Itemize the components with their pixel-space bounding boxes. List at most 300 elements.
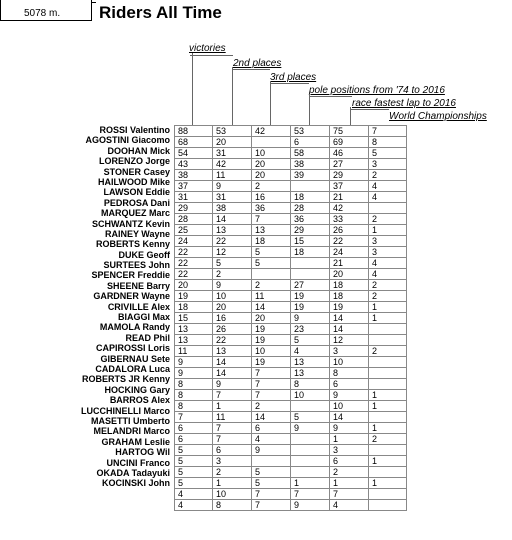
rider-name: UNCINI Franco — [106, 457, 170, 468]
stat-cell: 7 — [330, 489, 369, 500]
distance-label: 5078 m. — [24, 8, 61, 19]
stat-cell: 1 — [369, 401, 407, 412]
header-underline-3 — [270, 83, 309, 84]
stat-cell: 9 — [330, 423, 369, 434]
table-row — [175, 170, 407, 181]
table-row — [175, 181, 407, 192]
rider-name: PEDROSA Dani — [103, 197, 170, 208]
rider-name: MELANDRI Marco — [93, 426, 170, 437]
rider-name: MARQUEZ Marc — [100, 208, 170, 219]
table-row — [175, 445, 407, 456]
table-row — [175, 302, 407, 313]
stat-cell: 24 — [330, 247, 369, 258]
rider-name: RAINEY Wayne — [104, 228, 170, 239]
stat-cell: 4 — [175, 500, 213, 511]
stat-cell: 22 — [213, 236, 252, 247]
stat-cell — [369, 412, 407, 423]
table-row — [175, 247, 407, 258]
stat-cell: 3 — [330, 346, 369, 357]
stat-cell: 14 — [252, 412, 291, 423]
stat-cell: 4 — [369, 181, 407, 192]
stat-cell: 7 — [175, 412, 213, 423]
stat-cell: 7 — [252, 489, 291, 500]
stat-cell: 19 — [252, 357, 291, 368]
stat-cell: 37 — [175, 181, 213, 192]
stat-cell: 7 — [252, 379, 291, 390]
stat-cell: 46 — [330, 148, 369, 159]
stat-cell — [369, 379, 407, 390]
stat-cell: 9 — [213, 181, 252, 192]
rider-name: CAPIROSSI Loris — [95, 343, 170, 354]
stat-cell: 37 — [330, 181, 369, 192]
stat-cell: 6 — [330, 456, 369, 467]
stat-cell — [291, 456, 330, 467]
stat-cell — [252, 137, 291, 148]
stat-cell: 19 — [330, 302, 369, 313]
stat-cell: 22 — [175, 258, 213, 269]
stat-cell: 5 — [291, 335, 330, 346]
rider-name: GARDNER Wayne — [93, 291, 170, 302]
stat-cell: 19 — [291, 291, 330, 302]
stat-cell — [291, 445, 330, 456]
table-row — [175, 258, 407, 269]
stat-cell: 14 — [252, 302, 291, 313]
stat-cell: 1 — [369, 423, 407, 434]
table-row — [175, 401, 407, 412]
rider-name: SCHWANTZ Kevin — [91, 218, 170, 229]
stat-cell: 39 — [291, 170, 330, 181]
stat-cell: 10 — [330, 401, 369, 412]
stat-cell: 14 — [213, 368, 252, 379]
header-line-3 — [270, 81, 271, 125]
stat-cell: 1 — [369, 225, 407, 236]
stat-cell: 3 — [369, 236, 407, 247]
rider-name: LAWSON Eddie — [103, 187, 170, 198]
stat-cell: 2 — [369, 170, 407, 181]
stat-cell: 10 — [213, 489, 252, 500]
table-row — [175, 412, 407, 423]
stat-cell: 1 — [369, 456, 407, 467]
stat-cell: 1 — [291, 478, 330, 489]
stat-cell: 6 — [175, 434, 213, 445]
stat-cell: 20 — [213, 302, 252, 313]
stat-cell: 9 — [291, 423, 330, 434]
stat-cell — [369, 203, 407, 214]
stat-cell: 6 — [213, 445, 252, 456]
header-underline-1 — [190, 55, 233, 56]
stat-cell — [291, 401, 330, 412]
stat-cell: 28 — [291, 203, 330, 214]
stat-cell: 5 — [213, 258, 252, 269]
stat-cell: 23 — [291, 324, 330, 335]
table-row — [175, 324, 407, 335]
stat-cell: 11 — [213, 412, 252, 423]
stat-cell: 20 — [213, 137, 252, 148]
stat-cell: 9 — [213, 280, 252, 291]
table-row — [175, 423, 407, 434]
stat-cell: 1 — [369, 478, 407, 489]
header-underline-4 — [309, 96, 352, 97]
rider-names — [0, 125, 170, 489]
stat-cell: 21 — [330, 258, 369, 269]
stat-cell — [291, 434, 330, 445]
table-row — [175, 291, 407, 302]
stat-cell: 21 — [330, 192, 369, 203]
stat-cell: 18 — [252, 236, 291, 247]
stat-cell: 9 — [291, 500, 330, 511]
rider-name: DOOHAN Mick — [107, 145, 170, 156]
stat-cell: 9 — [175, 357, 213, 368]
header-2nd-places: 2nd places — [233, 58, 282, 69]
stat-cell: 7 — [213, 434, 252, 445]
stat-cell: 16 — [252, 192, 291, 203]
stat-cell: 12 — [213, 247, 252, 258]
stat-cell: 11 — [213, 170, 252, 181]
stat-cell — [369, 445, 407, 456]
stat-cell — [369, 335, 407, 346]
stat-cell: 5 — [175, 467, 213, 478]
stat-cell: 1 — [330, 434, 369, 445]
rider-name: STONER Casey — [103, 166, 170, 177]
stat-cell: 8 — [213, 500, 252, 511]
stat-cell: 6 — [175, 423, 213, 434]
table-row — [175, 313, 407, 324]
stat-cell: 6 — [252, 423, 291, 434]
stat-cell: 22 — [175, 269, 213, 280]
rider-name: OKADA Tadayuki — [96, 467, 170, 478]
rider-name: BIAGGI Max — [117, 312, 170, 323]
table-row — [175, 500, 407, 511]
stat-cell: 7 — [213, 423, 252, 434]
stat-cell: 8 — [330, 368, 369, 379]
header-underline-5 — [350, 109, 389, 110]
stat-cell — [369, 500, 407, 511]
rider-name: HARTOG Wil — [115, 447, 170, 458]
stat-cell: 2 — [369, 214, 407, 225]
stat-cell: 5 — [252, 258, 291, 269]
stat-cell: 53 — [291, 126, 330, 137]
stat-cell: 4 — [175, 489, 213, 500]
stat-cell: 13 — [213, 225, 252, 236]
stat-cell: 3 — [330, 445, 369, 456]
stat-cell: 33 — [330, 214, 369, 225]
table-row — [175, 379, 407, 390]
table-row — [175, 456, 407, 467]
stat-cell: 31 — [213, 148, 252, 159]
stat-cell: 3 — [369, 159, 407, 170]
table-row — [175, 390, 407, 401]
stat-cell: 38 — [291, 159, 330, 170]
rider-name: CRIVILLE Alex — [107, 301, 170, 312]
stat-cell — [291, 269, 330, 280]
stat-cell: 5 — [175, 478, 213, 489]
stat-cell: 1 — [369, 390, 407, 401]
stat-cell: 2 — [252, 280, 291, 291]
stat-cell: 5 — [175, 456, 213, 467]
stat-cell — [291, 467, 330, 478]
stat-cell: 20 — [252, 170, 291, 181]
rider-name: DUKE Geoff — [118, 249, 170, 260]
stat-cell: 6 — [330, 379, 369, 390]
table-row — [175, 148, 407, 159]
stat-cell: 4 — [330, 500, 369, 511]
rider-name: KOCINSKI John — [101, 478, 170, 489]
rider-name: SHEENE Barry — [106, 280, 170, 291]
stat-cell: 18 — [330, 291, 369, 302]
stat-cell: 36 — [291, 214, 330, 225]
stat-cell: 68 — [175, 137, 213, 148]
rider-name: HOCKING Gary — [104, 384, 170, 395]
stat-cell: 2 — [369, 346, 407, 357]
stat-cell: 10 — [213, 291, 252, 302]
stat-cell: 42 — [252, 126, 291, 137]
stat-cell: 8 — [369, 137, 407, 148]
stat-cell: 10 — [330, 357, 369, 368]
stat-cell: 2 — [369, 434, 407, 445]
stat-cell: 1 — [369, 313, 407, 324]
stat-cell: 14 — [330, 412, 369, 423]
stat-cell: 2 — [213, 467, 252, 478]
top-line — [92, 0, 96, 3]
stat-cell: 9 — [213, 379, 252, 390]
table-row — [175, 126, 407, 137]
header-3rd-places: 3rd places — [270, 72, 317, 83]
stat-cell: 29 — [330, 170, 369, 181]
stat-cell: 14 — [213, 357, 252, 368]
header-pole-positions: pole positions from '74 to 2016 — [309, 85, 445, 96]
stat-cell: 36 — [252, 203, 291, 214]
stat-cell — [369, 467, 407, 478]
stat-cell: 7 — [369, 126, 407, 137]
stat-cell: 42 — [213, 159, 252, 170]
stat-cell: 5 — [369, 148, 407, 159]
stat-cell: 22 — [175, 247, 213, 258]
rider-name: READ Phil — [125, 332, 170, 343]
stat-cell: 5 — [252, 478, 291, 489]
stat-cell: 54 — [175, 148, 213, 159]
stat-cell: 31 — [213, 192, 252, 203]
stat-cell: 4 — [369, 258, 407, 269]
stat-cell: 2 — [369, 291, 407, 302]
stat-cell: 58 — [291, 148, 330, 159]
stat-cell: 7 — [252, 500, 291, 511]
stat-cell: 19 — [252, 324, 291, 335]
stat-cell: 14 — [330, 324, 369, 335]
table-row — [175, 357, 407, 368]
stat-cell: 88 — [175, 126, 213, 137]
stat-cell: 18 — [330, 280, 369, 291]
rider-name: BARROS Alex — [109, 395, 170, 406]
stat-cell: 4 — [369, 192, 407, 203]
stat-cell — [369, 324, 407, 335]
stat-cell: 38 — [213, 203, 252, 214]
stat-cell: 1 — [330, 478, 369, 489]
stat-cell: 4 — [252, 434, 291, 445]
table-row — [175, 335, 407, 346]
stat-cell: 3 — [369, 247, 407, 258]
stat-cell: 13 — [291, 368, 330, 379]
stat-cell: 25 — [175, 225, 213, 236]
stat-cell: 7 — [213, 390, 252, 401]
stat-cell: 19 — [252, 335, 291, 346]
stat-cell: 22 — [330, 236, 369, 247]
stat-cell: 26 — [330, 225, 369, 236]
stat-cell — [369, 489, 407, 500]
header-underline-2 — [232, 69, 270, 70]
stat-cell: 14 — [330, 313, 369, 324]
rider-name: MASETTI Umberto — [90, 415, 170, 426]
stat-cell: 1 — [213, 478, 252, 489]
stat-cell: 43 — [175, 159, 213, 170]
stat-cell: 20 — [330, 269, 369, 280]
stat-cell: 27 — [291, 280, 330, 291]
stat-cell: 13 — [175, 324, 213, 335]
rider-name: ROBERTS Kenny — [95, 239, 170, 250]
stat-cell: 2 — [330, 467, 369, 478]
table-row — [175, 478, 407, 489]
rider-name: AGOSTINI Giacomo — [85, 135, 170, 146]
table-row — [175, 214, 407, 225]
table-row — [175, 280, 407, 291]
stat-cell: 10 — [252, 346, 291, 357]
stat-cell — [252, 269, 291, 280]
stat-cell: 8 — [291, 379, 330, 390]
stat-cell: 18 — [291, 192, 330, 203]
header-world-championships: World Championships — [389, 111, 487, 122]
stat-cell: 8 — [175, 401, 213, 412]
stat-cell: 9 — [330, 390, 369, 401]
rider-name: SURTEES John — [103, 260, 170, 271]
stat-cell: 38 — [175, 170, 213, 181]
stat-cell: 20 — [252, 159, 291, 170]
stat-cell: 42 — [330, 203, 369, 214]
stat-cell: 5 — [175, 445, 213, 456]
stat-cell: 13 — [252, 225, 291, 236]
table-row — [175, 434, 407, 445]
stat-cell: 22 — [213, 335, 252, 346]
stat-cell: 2 — [252, 401, 291, 412]
stat-cell: 7 — [252, 390, 291, 401]
rider-name: MAMOLA Randy — [99, 322, 170, 333]
table-row — [175, 225, 407, 236]
stat-cell — [369, 368, 407, 379]
stat-cell: 19 — [175, 291, 213, 302]
stat-cell: 2 — [252, 181, 291, 192]
header-victories: victories — [189, 43, 226, 54]
stat-cell — [291, 258, 330, 269]
header-line-1 — [192, 53, 193, 125]
stat-cell: 16 — [213, 313, 252, 324]
stat-cell — [369, 357, 407, 368]
stat-cell: 18 — [175, 302, 213, 313]
stat-cell: 28 — [175, 214, 213, 225]
stat-cell: 7 — [252, 368, 291, 379]
stat-cell: 53 — [213, 126, 252, 137]
table-row — [175, 467, 407, 478]
table-row — [175, 368, 407, 379]
table-row — [175, 236, 407, 247]
stat-cell: 2 — [213, 269, 252, 280]
header-line-2 — [232, 67, 233, 125]
table-row — [175, 159, 407, 170]
stat-cell: 9 — [175, 368, 213, 379]
table-row — [175, 489, 407, 500]
stat-cell: 7 — [252, 214, 291, 225]
stat-cell: 11 — [252, 291, 291, 302]
stat-cell: 14 — [213, 214, 252, 225]
header-fastest-lap: race fastest lap to 2016 — [352, 98, 456, 109]
table-row — [175, 203, 407, 214]
stat-cell: 10 — [291, 390, 330, 401]
stat-cell: 13 — [291, 357, 330, 368]
stat-cell: 13 — [175, 335, 213, 346]
stat-cell: 6 — [291, 137, 330, 148]
stat-cell: 29 — [175, 203, 213, 214]
stat-cell: 1 — [213, 401, 252, 412]
table-row — [175, 137, 407, 148]
table-row — [175, 346, 407, 357]
rider-name: SPENCER Freddie — [91, 270, 170, 281]
stat-cell: 10 — [252, 148, 291, 159]
stat-cell: 9 — [252, 445, 291, 456]
rider-name: HAILWOOD Mike — [97, 176, 170, 187]
rider-name: ROBERTS JR Kenny — [81, 374, 170, 385]
stat-cell: 5 — [291, 412, 330, 423]
stat-cell: 31 — [175, 192, 213, 203]
stat-cell: 7 — [291, 489, 330, 500]
rider-name: CADALORA Luca — [95, 363, 170, 374]
stat-cell: 69 — [330, 137, 369, 148]
stat-cell: 15 — [175, 313, 213, 324]
stat-cell: 4 — [369, 269, 407, 280]
stat-cell: 26 — [213, 324, 252, 335]
stat-cell: 5 — [252, 467, 291, 478]
header-line-4 — [309, 94, 310, 125]
stat-cell: 29 — [291, 225, 330, 236]
stat-cell: 1 — [369, 302, 407, 313]
stat-cell: 20 — [252, 313, 291, 324]
stat-cell: 27 — [330, 159, 369, 170]
stat-cell: 24 — [175, 236, 213, 247]
stat-cell: 2 — [369, 280, 407, 291]
stat-cell: 18 — [291, 247, 330, 258]
header-line-5 — [350, 107, 351, 125]
stat-cell — [252, 456, 291, 467]
stat-cell: 8 — [175, 379, 213, 390]
page-title: Riders All Time — [99, 3, 222, 22]
stat-cell: 15 — [291, 236, 330, 247]
rider-name: LUCCHINELLI Marco — [80, 405, 170, 416]
rider-name: ROSSI Valentino — [99, 125, 170, 135]
table-row — [175, 192, 407, 203]
rider-name: LORENZO Jorge — [98, 156, 170, 167]
stat-cell: 19 — [291, 302, 330, 313]
stat-cell: 5 — [252, 247, 291, 258]
rider-name: GRAHAM Leslie — [101, 436, 170, 447]
stats-table — [174, 125, 407, 511]
stat-cell: 11 — [175, 346, 213, 357]
stat-cell: 12 — [330, 335, 369, 346]
stat-cell: 13 — [213, 346, 252, 357]
stat-cell: 4 — [291, 346, 330, 357]
rider-name: GIBERNAU Sete — [100, 353, 170, 364]
stat-cell: 8 — [175, 390, 213, 401]
stat-cell: 75 — [330, 126, 369, 137]
stat-cell: 9 — [291, 313, 330, 324]
stat-cell: 3 — [213, 456, 252, 467]
stat-cell: 20 — [175, 280, 213, 291]
stat-cell — [291, 181, 330, 192]
